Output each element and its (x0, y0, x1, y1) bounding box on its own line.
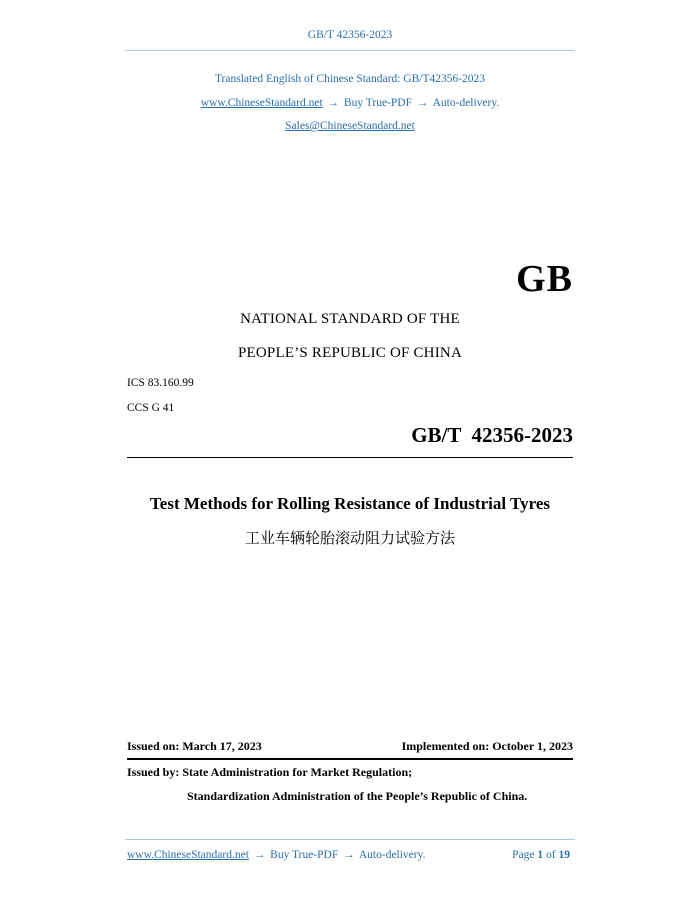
arrow-right-icon: → (416, 97, 429, 109)
auto-delivery-text: Auto-delivery. (432, 97, 500, 109)
arrow-right-icon: → (327, 97, 340, 109)
promo-email-line (0, 120, 700, 132)
translation-notice: Translated English of Chinese Standard: GB/T42356-2023 (214, 73, 486, 85)
national-standard-line-2: PEOPLE’S REPUBLIC OF CHINA (238, 345, 462, 361)
ccs-code: CCS G 41 (127, 402, 175, 414)
footer-site-link[interactable]: www.ChineseStandard.net (127, 849, 249, 861)
page-current: 1 (537, 849, 544, 861)
arrow-right-icon: → (253, 849, 266, 861)
footer-auto-delivery-text: Auto-delivery. (358, 849, 426, 861)
implemented-on-date: Implemented on: October 1, 2023 (401, 739, 573, 753)
document-title-english: Test Methods for Rolling Resistance of Industrial Tyres (150, 494, 550, 513)
standard-number: GB/T 42356-2023 (411, 423, 573, 447)
footer-buy-pdf-text: Buy True-PDF (270, 849, 339, 861)
promo-purchase-line (0, 97, 700, 109)
issue-divider (127, 758, 573, 760)
document-title-chinese: 工业车辆轮胎滚动阻力试验方法 (244, 529, 455, 547)
header-divider (125, 50, 575, 51)
national-standard-line-1: NATIONAL STANDARD OF THE (240, 311, 460, 327)
issued-by-line-2: Standardization Administration of the People’s Republic of China. (187, 789, 528, 803)
buy-pdf-text: Buy True-PDF (343, 97, 412, 109)
issued-on-date: Issued on: March 17, 2023 (127, 739, 262, 753)
arrow-right-icon: → (343, 849, 355, 861)
page-indicator (512, 849, 570, 861)
site-link[interactable]: www.ChineseStandard.net (200, 97, 323, 109)
ics-code: ICS 83.160.99 (127, 377, 194, 389)
email-link[interactable]: Sales@ChineseStandard.net (285, 120, 415, 132)
footer-divider (125, 839, 575, 840)
running-header: GB/T 42356-2023 (307, 29, 393, 41)
footer-promo (127, 849, 426, 861)
standard-number-rule (127, 457, 573, 458)
page-total: 19 (558, 849, 570, 861)
gb-logo: GB (516, 258, 573, 300)
issued-by-line-1: Issued by: State Administration for Market Regulation; (127, 765, 413, 779)
page-label: Page (512, 849, 535, 861)
page-of-label: of (546, 849, 556, 861)
